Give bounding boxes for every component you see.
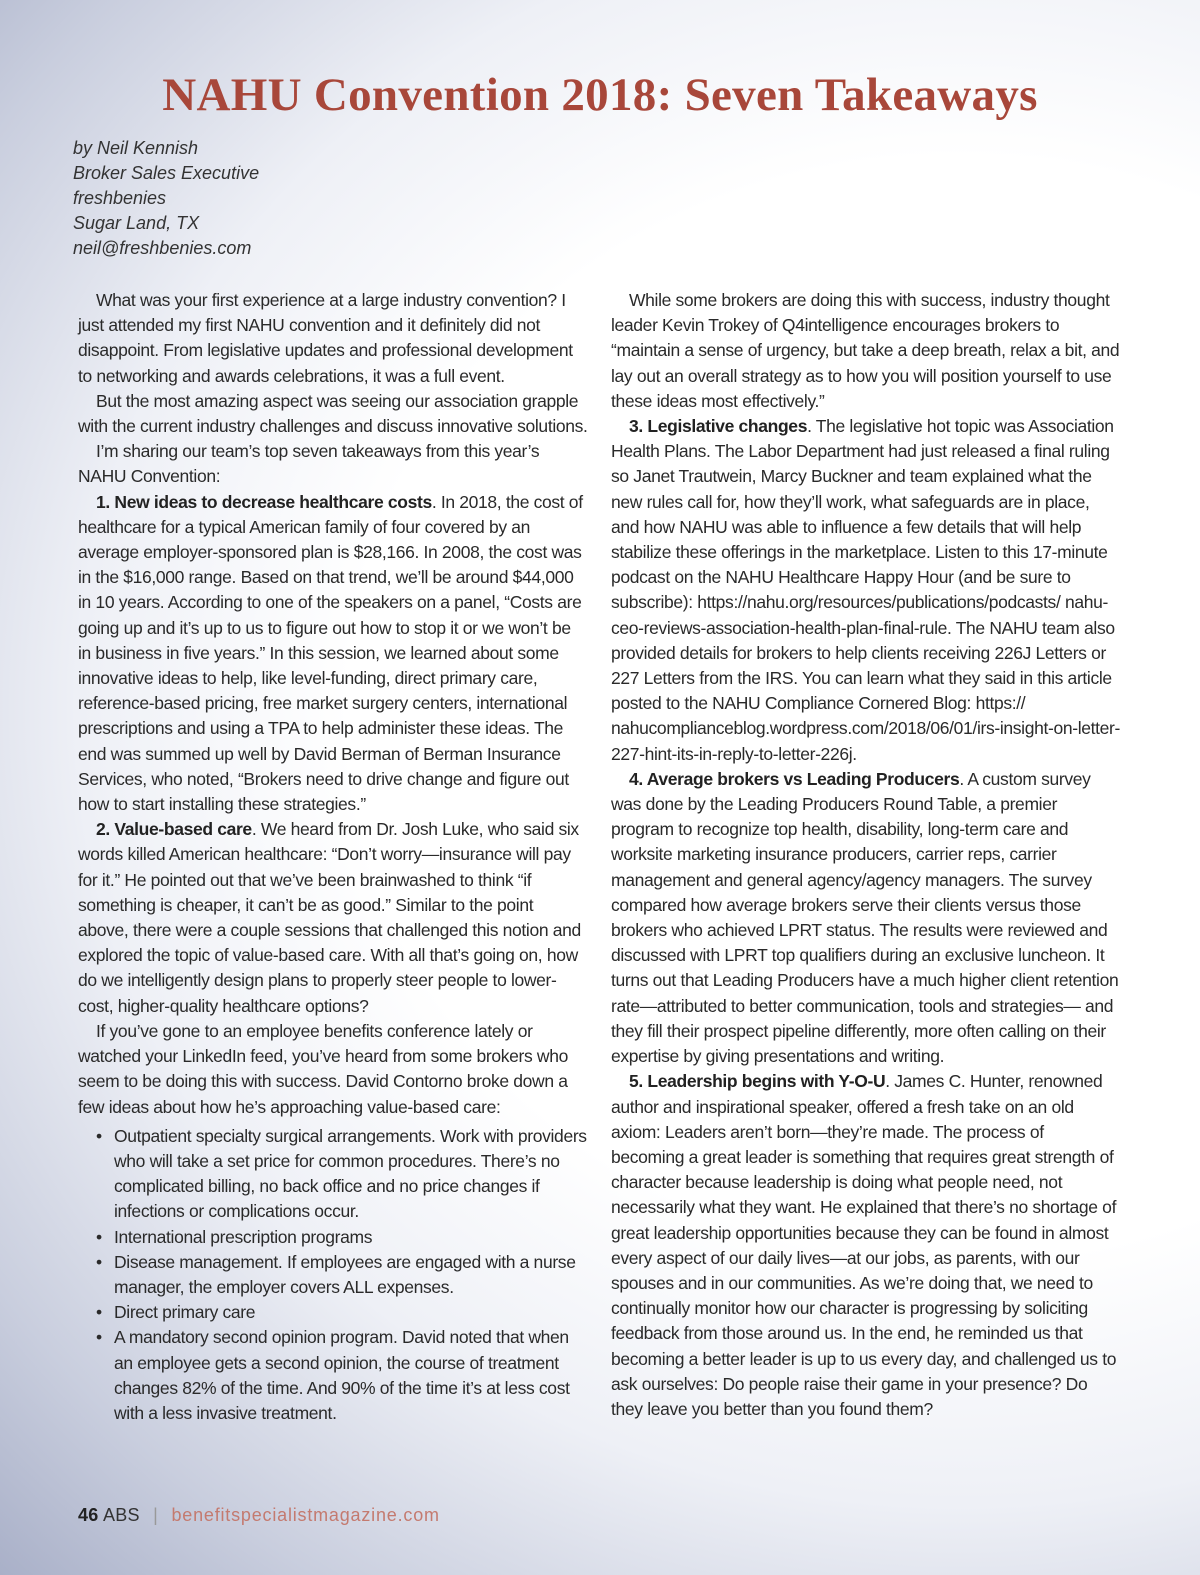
left-column xyxy=(78,288,588,1426)
website-link[interactable]: benefitspecialistmagazine.com xyxy=(171,1505,440,1525)
paragraph-value-based: If you’ve gone to an employee benefits conference lately or watched your LinkedIn feed, you’ve heard from some brokers who seem to be doing this with success. David Contorno broke down a few ideas about how he’s approaching value-based care: xyxy=(78,1020,568,1117)
takeaway-1-heading: 1. New ideas to decrease healthcare costs xyxy=(96,491,432,512)
page-footer xyxy=(78,1505,440,1526)
takeaway-2-heading: 2. Value-based care xyxy=(96,819,252,840)
list-item: • Outpatient specialty surgical arrangements. Work with providers who will take a set price for common procedures. There’s no complicated billing, no back office and no price changes if infections or complications occur. xyxy=(96,1125,587,1222)
takeaway-5 xyxy=(611,1069,1121,1422)
article-title: NAHU Convention 2018: Seven Takeaways xyxy=(162,69,1038,121)
takeaway-3-heading: 3. Legislative changes xyxy=(629,416,808,437)
list-item: • Direct primary care xyxy=(114,1300,588,1325)
bullet-icon: • xyxy=(96,1226,102,1247)
paragraph-association: But the most amazing aspect was seeing our association grapple with the current industry challenges and discuss innovative solutions. xyxy=(78,390,588,437)
takeaway-5-body: . James C. Hunter, renowned author and inspirational speaker, offered a fresh take on an old axiom: Leaders aren’t born—they’re made. The process of becoming a great leader is something that requires great strength of character because leadership is doing what people need, not necessarily what they want. He explained that there’s no shortage of great leadership opportunities because they can be found in almost every aspect of our daily lives—at our jobs, as parents, with our spouses and in our communities. As we’re doing that, we need to continually monitor how our character is progressing by soliciting feedback from those around us. In the end, he reminded us that becoming a better leader is up to us every day, and challenged us to ask ourselves: Do people raise their game in your presence? Do they leave you better than you found them? xyxy=(611,1071,1117,1419)
bullet-icon: • xyxy=(96,1125,102,1146)
bullet-icon: • xyxy=(96,1251,102,1272)
takeaway-1-body: . In 2018, the cost of healthcare for a typical American family of four covered by an average employer-sponsored plan is $28,166. In 2008, the cost was in the $16,000 range. Based on that trend, we’ll be around $44,000 in 10 years. According to one of the speakers on a panel, “Costs are going up and it’s up to us to figure out how to stop it or we won’t be in business in five years.” In this session, we learned about some innovative ideas to help, like level-funding, direct primary care, reference-based pricing, free market surgery centers, international prescriptions and using a TPA to help administer these ideas. The end was summed up well by David Berman of Berman Insurance Services, who noted, “Brokers need to drive change and figure out how to start installing these strategies.” xyxy=(78,491,583,815)
byline-location: Sugar Land, TX xyxy=(73,213,200,233)
takeaway-4 xyxy=(611,767,1121,1069)
list-item: • A mandatory second opinion program. David noted that when an employee gets a second opinion, the course of treatment changes 82% of the time. And 90% of the time it’s at less cost with a less invasive treatment. xyxy=(96,1327,570,1423)
takeaway-5-heading: 5. Leadership begins with Y-O-U xyxy=(629,1071,886,1092)
intro-paragraph: What was your first experience at a large industry convention? I just attended my first NAHU convention and it definitely did not disappoint. From legislative updates and professional development to networking and awards celebrations, it was a full event. xyxy=(78,290,573,386)
takeaway-3-body: . The legislative hot topic was Association Health Plans. The Labor Department had just released a final ruling so Janet Trautwein, Marcy Buckner and team explained what the new rules call for, how they’ll work, what safeguards are in place, and how NAHU was able to influence a few details that will help stabilize these offerings in the marketplace. Listen to this 17-minute podcast on the NAHU Healthcare Happy Hour (and be sure to subscribe): https://nahu.org/resources/publications/podcasts/ nahu-ceo-reviews-association-health-plan-final-rule. The NAHU team also provided details for brokers to help clients receiving 226J Letters or 227 Letters from the IRS. You can learn what they said in this article posted to the NAHU Compliance Cornered Blog: https:// nahucomplianceblog.wordpress.com/2018/06/01/irs-insight-on-letter-227-hint-its-in-reply-to-letter-226j. xyxy=(611,416,1120,764)
footer-separator: | xyxy=(153,1505,159,1525)
takeaway-1 xyxy=(78,490,588,818)
paragraph-trokey: While some brokers are doing this with success, industry thought leader Kevin Trokey of Q4intelligence encourages brokers to “maintain a sense of urgency, but take a deep breath, relax a bit, and lay out an overall strategy as to how you will position yourself to use these ideas most effectively.” xyxy=(611,290,1120,411)
bullet-icon: • xyxy=(96,1327,102,1348)
page-number: 46 xyxy=(78,1505,99,1525)
list-item: • Disease management. If employees are engaged with a nurse manager, the employer covers ALL expenses. xyxy=(96,1251,576,1297)
publication-name: ABS xyxy=(102,1505,140,1525)
takeaway-4-body: . A custom survey was done by the Leading Producers Round Table, a premier program to recognize top health, disability, long-term care and worksite marketing insurance producers, carrier reps, carrier management and general agency/agency managers. The survey compared how average brokers serve their clients versus those brokers who achieved LPRT status. The results were reviewed and discussed with LPRT top qualifiers during an exclusive luncheon. It turns out that Leading Producers have a much higher client retention rate—attributed to better communication, tools and strategies— and they fill their prospect pipeline differently, more often calling on their expertise by giving presentations and writing. xyxy=(611,768,1119,1067)
byline-company: freshbenies xyxy=(73,188,167,208)
takeaway-2 xyxy=(78,817,588,1019)
byline-author: by Neil Kennish xyxy=(73,138,199,158)
list-item: • International prescription programs xyxy=(114,1225,588,1250)
author-byline xyxy=(73,136,259,261)
byline-role: Broker Sales Executive xyxy=(73,163,260,183)
takeaway-3 xyxy=(611,414,1121,767)
bullet-icon: • xyxy=(96,1302,102,1323)
takeaway-2-body: . We heard from Dr. Josh Luke, who said six words killed American healthcare: “Don’t worry—insurance will pay for it.” He pointed out that we’ve been brainwashed to think “if something is cheaper, it can’t be as good.” Similar to the point above, there were a couple sessions that challenged this notion and explored the topic of value-based care. With all that’s going on, how do we intelligently design plans to properly steer people to lower-cost, higher-quality healthcare options? xyxy=(78,819,581,1016)
paragraph-takeaways-intro: I’m sharing our team’s top seven takeaways from this year’s NAHU Convention: xyxy=(78,441,540,487)
right-column xyxy=(611,288,1121,1422)
value-based-ideas-list xyxy=(78,1124,588,1426)
takeaway-4-heading: 4. Average brokers vs Leading Producers xyxy=(629,768,960,789)
byline-email[interactable]: neil@freshbenies.com xyxy=(73,238,252,258)
